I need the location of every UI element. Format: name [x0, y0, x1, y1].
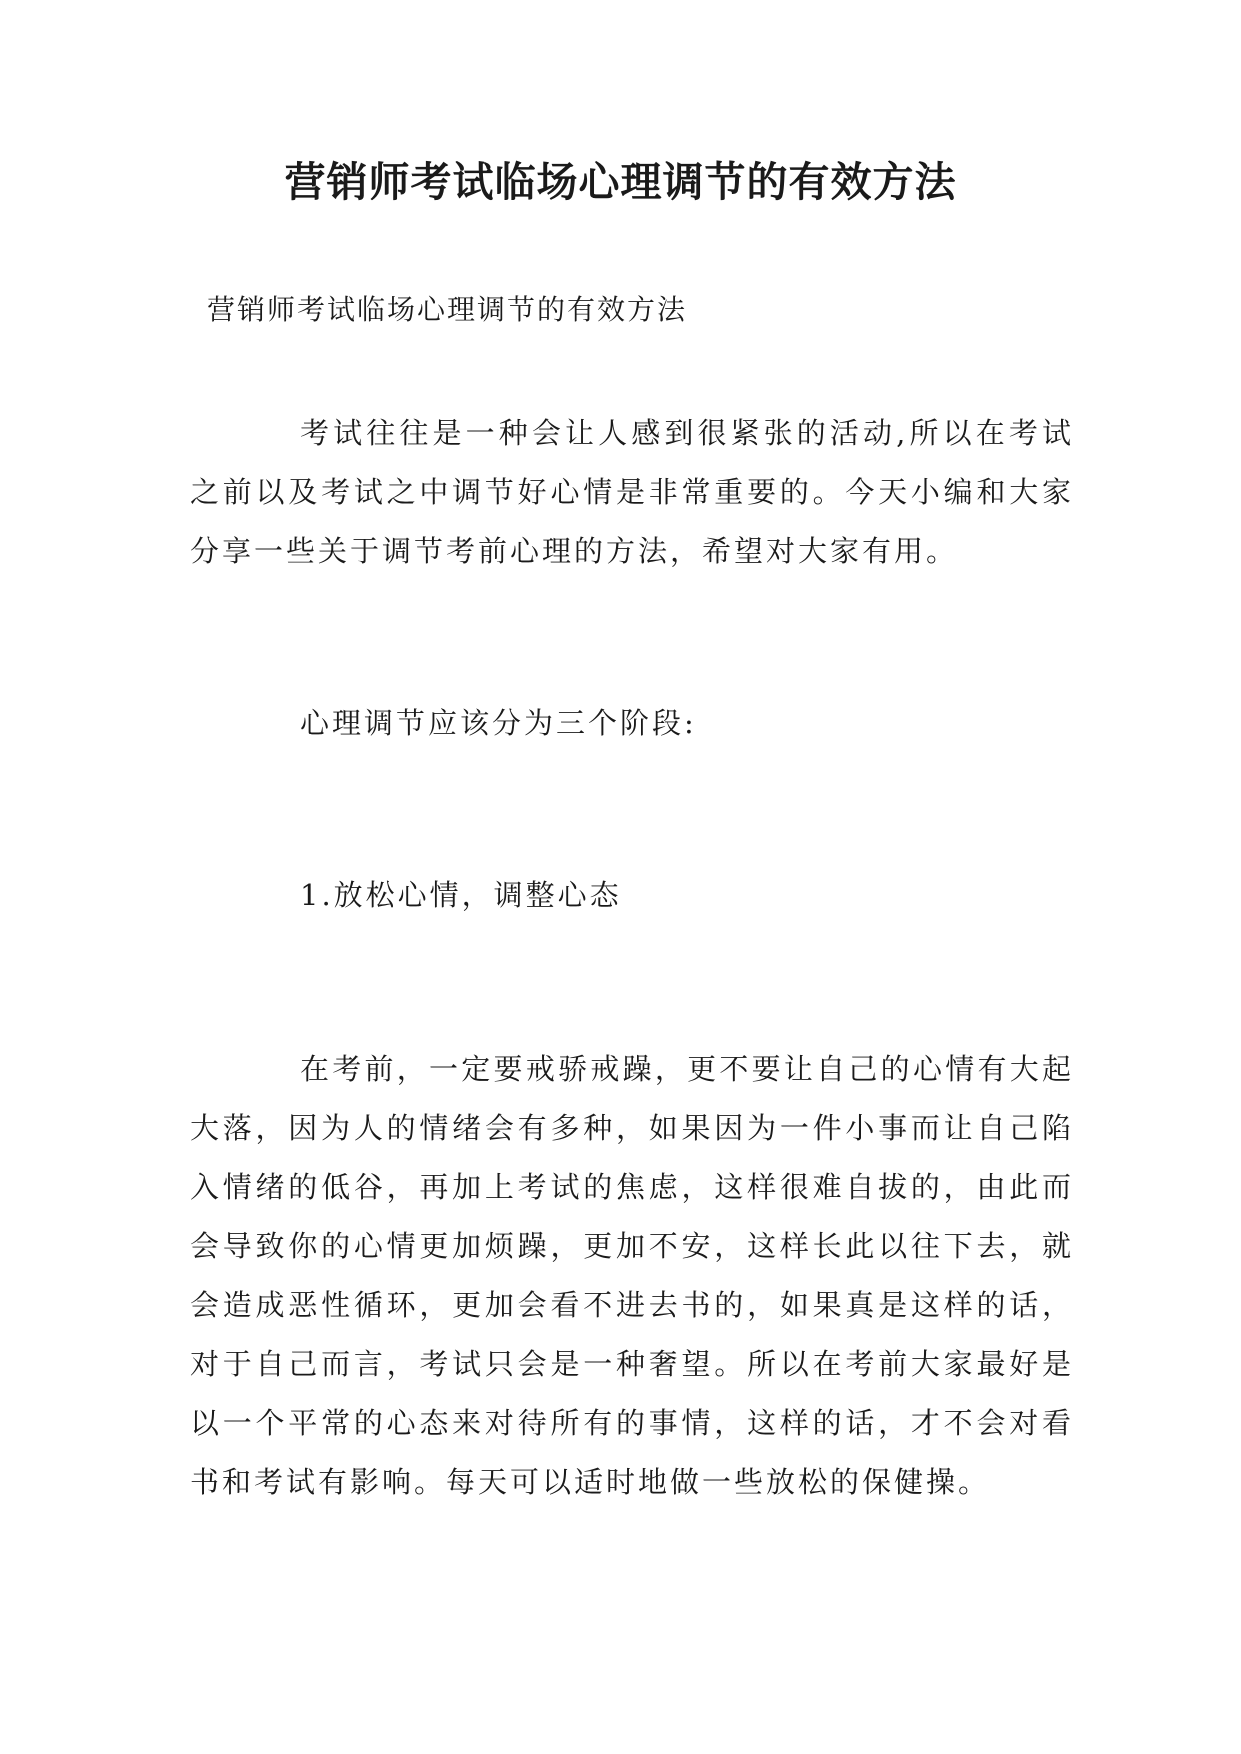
paragraph-intro: 考试往往是一种会让人感到很紧张的活动,所以在考试之前以及考试之中调节好心情是非常重要的。今天小编和大家分享一些关于调节考前心理的方法，希望对大家有用。: [190, 416, 1074, 568]
paragraph-step1-heading: 1.放松心情，调整心态: [300, 878, 622, 912]
paragraph-stages: 心理调节应该分为三个阶段:: [300, 706, 697, 740]
document-subtitle: 营销师考试临场心理调节的有效方法: [207, 293, 688, 326]
paragraph-body: 在考前，一定要戒骄戒躁，更不要让自己的心情有大起大落，因为人的情绪会有多种，如果因为一件小事而让自己陷入情绪的低谷，再加上考试的焦虑，这样很难自拔的，由此而会导致你的心情更加烦躁，更加不安，这样长此以往下去，就会造成恶性循环，更加会看不进去书的，如果真是这样的话，对于自己而言，考试只会是一种奢望。所以在考前大家最好是以一个平常的心态来对待所有的事情，这样的话，才不会对看书和考试有影响。每天可以适时地做一些放松的保健操。: [190, 1052, 1074, 1499]
document-title: 营销师考试临场心理调节的有效方法: [284, 158, 957, 206]
